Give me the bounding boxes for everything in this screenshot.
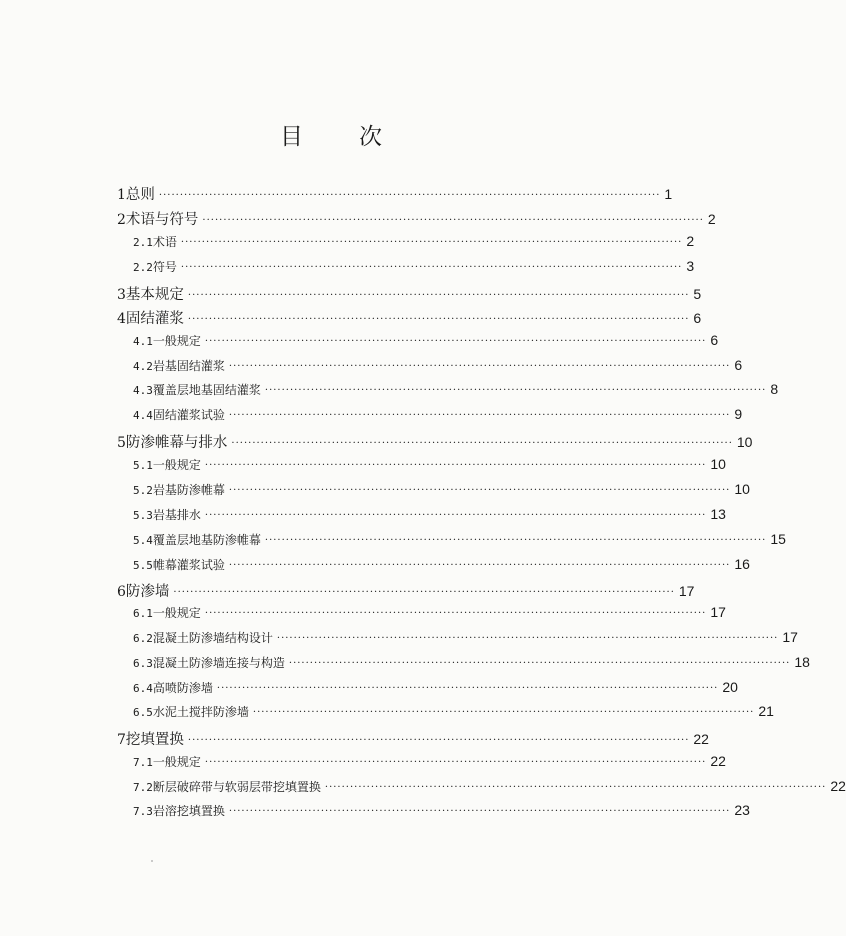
title-char-2: 次	[359, 124, 382, 150]
toc-entry-number: 6.1	[133, 607, 153, 620]
toc-entry-number: 5	[117, 435, 126, 451]
dot-leader: ························································································································	[264, 385, 767, 396]
toc-entry[interactable]	[133, 556, 750, 573]
toc-entry-page-number: 18	[794, 654, 810, 670]
toc-entry-number: 6.5	[133, 706, 153, 719]
toc-entry-page-number: 13	[710, 506, 726, 522]
dot-leader: ························································································································	[228, 410, 731, 421]
toc-entry-page-number: 17	[782, 629, 798, 645]
toc-entry-number: 2.2	[133, 261, 153, 274]
toc-entry-page-number: 10	[710, 456, 726, 472]
toc-entry-number: 2.1	[133, 236, 153, 249]
dot-leader: ························································································································	[173, 587, 675, 598]
toc-entry-title: 覆盖层地基固结灌浆	[152, 383, 261, 397]
toc-entry[interactable]	[133, 481, 750, 498]
dot-leader: ························································································································	[228, 806, 731, 817]
toc-entry-title: 总则	[125, 187, 155, 203]
toc-entry-page-number: 9	[734, 406, 743, 422]
toc-entry[interactable]	[133, 357, 743, 374]
toc-entry-number: 5.2	[133, 484, 153, 497]
title-char-1: 目	[280, 124, 303, 150]
toc-entry-number: 7	[117, 732, 126, 748]
toc-entry-title: 岩基排水	[152, 508, 201, 522]
toc-entry-title: 一般规定	[152, 606, 201, 620]
toc-entry[interactable]	[133, 654, 810, 671]
toc-entry-number: 4.3	[133, 384, 153, 397]
dot-leader: ························································································································	[187, 735, 690, 746]
toc-entry-page-number: 5	[693, 286, 702, 302]
dot-leader: ························································································································	[288, 658, 791, 669]
toc-entry-title: 水泥土搅拌防渗墙	[152, 705, 249, 719]
toc-entry-title: 一般规定	[152, 334, 201, 348]
toc-entry-title: 防渗帷幕与排水	[125, 435, 228, 451]
toc-entry-title: 高喷防渗墙	[152, 681, 213, 695]
toc-entry-title: 岩溶挖填置换	[152, 804, 225, 818]
toc-entry-number: 3	[117, 287, 126, 303]
dot-leader: ························································································································	[324, 782, 827, 793]
toc-entry-page-number: 6	[693, 310, 702, 326]
toc-entry[interactable]	[133, 753, 726, 770]
toc-entry-title: 固结灌浆试验	[152, 408, 225, 422]
dot-leader: ························································································································	[264, 535, 767, 546]
dot-leader: ························································································································	[228, 485, 731, 496]
dot-leader: ························································································································	[228, 560, 731, 571]
dot-leader: ························································································································	[202, 215, 704, 226]
toc-entry-page-number: 20	[722, 679, 738, 695]
toc-entry-page-number: 10	[736, 434, 753, 450]
dot-leader: ························································································································	[158, 190, 661, 201]
toc-entry[interactable]	[133, 456, 726, 473]
toc-entry-title: 一般规定	[152, 458, 201, 472]
dot-leader: ························································································································	[231, 438, 733, 449]
toc-entry-title: 断层破碎带与软弱层带挖填置换	[152, 780, 321, 794]
dot-leader: ························································································································	[276, 633, 779, 644]
toc-entry-page-number: 2	[707, 211, 716, 227]
dot-leader: ························································································································	[204, 757, 707, 768]
toc-entry-title: 一般规定	[152, 755, 201, 769]
toc-entry[interactable]	[133, 629, 798, 646]
toc-entry-number: 7.2	[133, 781, 153, 794]
toc-entry-page-number: 1	[664, 186, 673, 202]
dot-leader: ························································································································	[180, 237, 683, 248]
toc-entry-page-number: 3	[686, 258, 695, 274]
toc-entry-title: 防渗墙	[125, 584, 170, 600]
toc-entry[interactable]	[117, 283, 702, 304]
toc-entry-number: 6.3	[133, 657, 153, 670]
toc-entry-page-number: 23	[734, 802, 750, 818]
toc-entry-number: 5.1	[133, 459, 153, 472]
toc-entry-number: 4	[117, 311, 126, 327]
dot-leader: ························································································································	[216, 683, 719, 694]
toc-entry-number: 5.3	[133, 509, 153, 522]
toc-entry[interactable]	[133, 406, 743, 423]
toc-entry-page-number: 16	[734, 556, 750, 572]
dot-leader: ························································································································	[187, 290, 690, 301]
toc-entry-page-number: 22	[693, 731, 709, 747]
toc-entry-page-number: 2	[686, 233, 695, 249]
toc-entry[interactable]	[133, 233, 695, 250]
toc-entry-title: 挖填置换	[125, 732, 184, 748]
toc-entry-title: 混凝土防渗墙结构设计	[152, 631, 273, 645]
toc-entry[interactable]	[133, 679, 738, 696]
dot-leader: ························································································································	[204, 460, 707, 471]
toc-entry-number: 6	[117, 584, 126, 600]
toc-entry[interactable]	[117, 580, 695, 601]
toc-entry-page-number: 10	[734, 481, 750, 497]
toc-entry-page-number: 22	[830, 778, 846, 794]
paper-speck	[151, 860, 153, 862]
toc-entry-title: 术语与符号	[125, 212, 199, 228]
toc-entry[interactable]	[133, 802, 750, 819]
toc-entry-title: 岩基固结灌浆	[152, 359, 225, 373]
toc-entry-number: 1	[117, 187, 126, 203]
dot-leader: ························································································································	[228, 361, 731, 372]
toc-entry[interactable]	[133, 604, 726, 621]
toc-entry-title: 岩基防渗帷幕	[152, 483, 225, 497]
toc-entry-number: 4.4	[133, 409, 153, 422]
toc-entry[interactable]	[133, 703, 774, 720]
toc-entry-title: 固结灌浆	[125, 311, 184, 327]
toc-entry-page-number: 17	[678, 583, 695, 599]
toc-entry[interactable]	[133, 258, 695, 275]
toc-entry[interactable]	[117, 728, 709, 749]
toc-entry-title: 基本规定	[125, 287, 184, 303]
dot-leader: ························································································································	[204, 608, 707, 619]
toc-entry-title: 术语	[152, 235, 177, 249]
toc-entry-page-number: 6	[734, 357, 743, 373]
toc-entry-page-number: 15	[770, 531, 786, 547]
dot-leader: ························································································································	[187, 314, 690, 325]
toc-entry[interactable]	[133, 778, 846, 795]
toc-entry-number: 6.2	[133, 632, 153, 645]
toc-entry-number: 7.3	[133, 805, 153, 818]
toc-entry-number: 5.5	[133, 559, 153, 572]
toc-entry-title: 帷幕灌浆试验	[152, 558, 225, 572]
toc-entry-number: 4.1	[133, 335, 153, 348]
toc-entry[interactable]	[117, 307, 702, 328]
toc-entry-page-number: 17	[710, 604, 726, 620]
toc-entry-page-number: 21	[758, 703, 774, 719]
toc-entry[interactable]	[133, 381, 779, 398]
toc-entry-page-number: 6	[710, 332, 719, 348]
dot-leader: ························································································································	[204, 510, 707, 521]
toc-entry[interactable]	[117, 183, 673, 204]
toc-entry-number: 5.4	[133, 534, 153, 547]
toc-entry[interactable]	[133, 506, 726, 523]
toc-entry[interactable]	[133, 332, 719, 349]
dot-leader: ························································································································	[180, 262, 683, 273]
toc-entry-title: 符号	[152, 260, 177, 274]
toc-entry[interactable]	[117, 208, 716, 229]
toc-entry-number: 2	[117, 212, 126, 228]
toc-entry-title: 混凝土防渗墙连接与构造	[152, 656, 285, 670]
toc-entry-title: 覆盖层地基防渗帷幕	[152, 533, 261, 547]
toc-entry[interactable]	[117, 431, 753, 452]
toc-entry-number: 6.4	[133, 682, 153, 695]
dot-leader: ························································································································	[204, 336, 707, 347]
dot-leader: ························································································································	[252, 707, 755, 718]
toc-entry-page-number: 22	[710, 753, 726, 769]
toc-entry[interactable]	[133, 531, 786, 548]
toc-entry-number: 7.1	[133, 756, 153, 769]
toc-entry-number: 4.2	[133, 360, 153, 373]
toc-entry-page-number: 8	[770, 381, 779, 397]
